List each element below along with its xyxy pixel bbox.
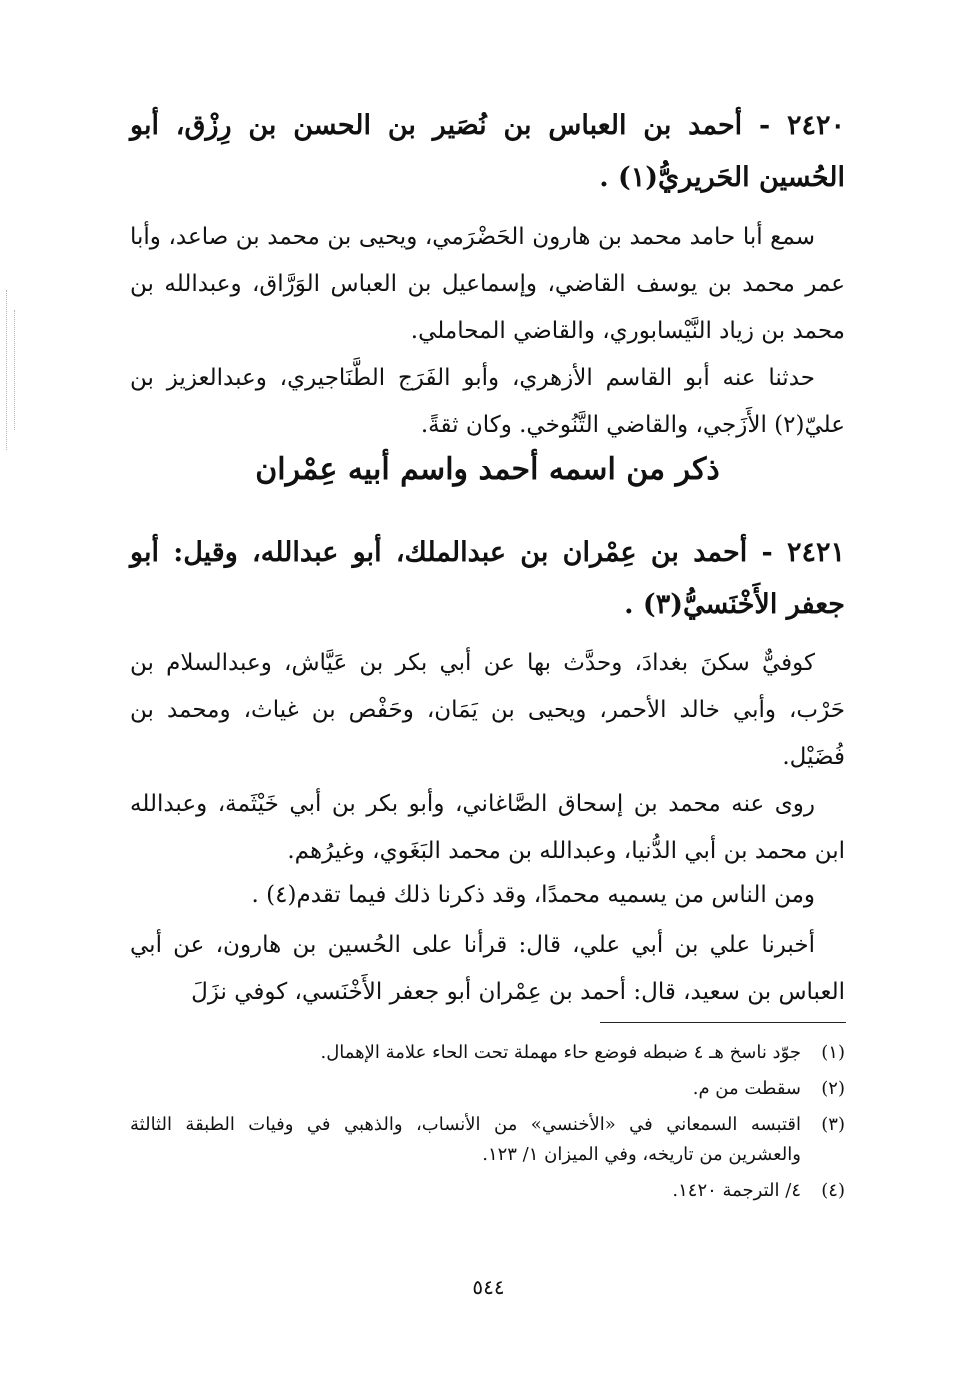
scan-artifact-line (14, 310, 15, 430)
footnote-text: سقطت من م. (692, 1078, 801, 1099)
footnote-2 (130, 1074, 845, 1104)
entry-2421-paragraph-4: أخبرنا علي بن أبي علي، قال: قرأنا على الحُسين بن هارون، عن أبي العباس بن سعيد، قال: أحمد بن عِمْران أبو جعفر الأَخْنَسي، كوفي نزَلَ (130, 932, 845, 1005)
entry-2420-paragraph-2: حدثنا عنه أبو القاسم الأزهري، وأبو الفَرَج الطَّنَاجيري، وعبدالعزيز بن عليّ(٢) الأَزَجي، والقاضي التَّنُوخي. وكان ثقةً. (130, 365, 845, 438)
entry-2421-paragraph-2: روى عنه محمد بن إسحاق الصَّاغاني، وأبو بكر بن أبي خَيْثَمة، وعبدالله ابن محمد بن أبي الدُّنيا، وعبدالله بن محمد البَغَوي، وغيرُهم. (130, 791, 845, 864)
footnotes (130, 1038, 845, 1212)
footnote-divider (600, 1022, 846, 1023)
scan-artifact-line (6, 290, 7, 450)
entry-2420-paragraph-1: سمع أبا حامد محمد بن هارون الحَضْرَمي، ويحيى بن محمد بن صاعد، وأبا عمر محمد بن يوسف القاضي، وإسماعيل بن العباس الوَرَّاق، وعبدالله بن محمد بن زياد النَّيْسابوري، والقاضي المحاملي. (130, 224, 845, 344)
footnote-4 (130, 1176, 845, 1206)
footnote-number: (١) (821, 1042, 845, 1063)
footnote-text: ٤/ الترجمة ١٤٢٠. (672, 1180, 801, 1201)
entry-title-2420: ٢٤٢٠ - أحمد بن العباس بن نُصَير بن الحسن بن رِزْق، أبو الحُسين الحَريريُّ(١) . (130, 110, 845, 193)
footnote-1 (130, 1038, 845, 1068)
entry-2421-paragraph-1: كوفيٌّ سكنَ بغدادَ، وحدَّث بها عن أبي بكر بن عَيَّاش، وعبدالسلام بن حَرْب، وأبي خالد الأحمر، ويحيى بن يَمَان، وحَفْص بن غياث، ومحمد بن فُضَيْل. (130, 650, 845, 770)
footnote-text: جوّد ناسخ هـ ٤ ضبطه فوضع حاء مهملة تحت الحاء علامة الإهمال. (320, 1042, 801, 1063)
footnote-text: اقتبسه السمعاني في «الأخنسي» من الأنساب، والذهبي في وفيات الطبقة الثالثة والعشرين من تاريخه، وفي الميزان ١/ ١٢٣. (130, 1114, 801, 1165)
section-heading: ذكر من اسمه أحمد واسم أبيه عِمْران (255, 452, 720, 487)
entry-title-2421: ٢٤٢١ - أحمد بن عِمْران بن عبدالملك، أبو عبدالله، وقيل: أبو جعفر الأَخْنَسيُّ(٣) . (130, 537, 845, 620)
footnote-number: (٣) (821, 1114, 845, 1135)
footnote-number: (٢) (821, 1078, 845, 1099)
footnote-3 (130, 1110, 845, 1170)
entry-2421-paragraph-3: ومن الناس من يسميه محمدًا، وقد ذكرنا ذلك فيما تقدم(٤) . (251, 882, 815, 908)
page-number: ٥٤٤ (472, 1275, 505, 1299)
footnote-number: (٤) (821, 1180, 845, 1201)
